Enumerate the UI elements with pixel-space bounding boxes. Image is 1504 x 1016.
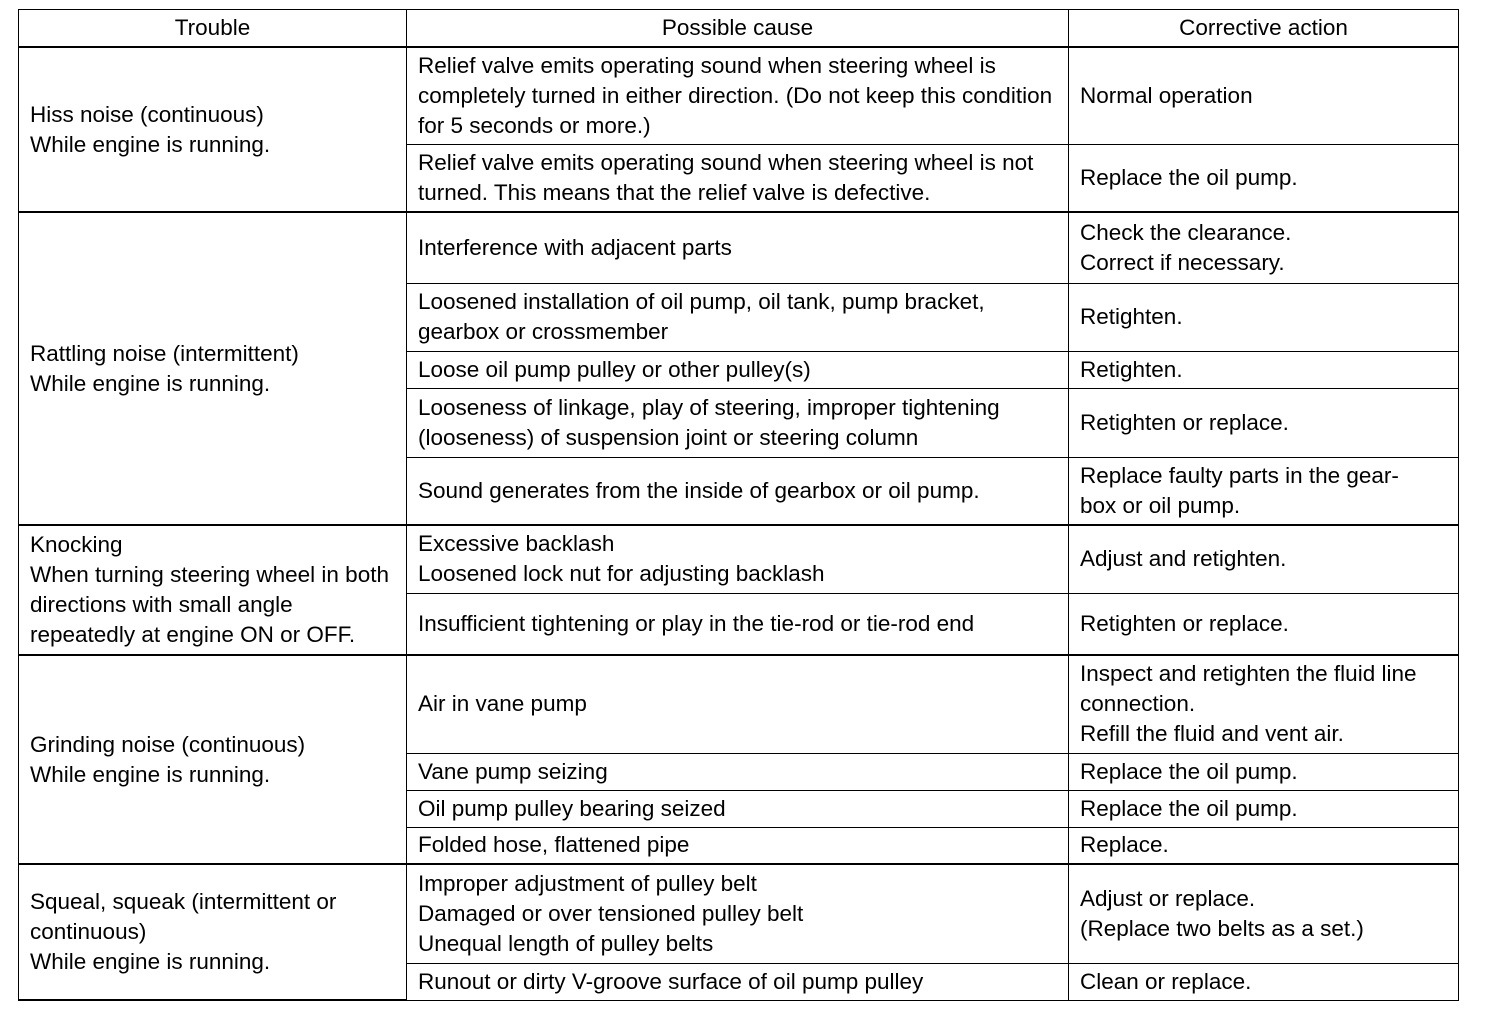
table-row (19, 47, 1459, 144)
cause-cell: Sound generates from the inside of gearbox or oil pump. (407, 457, 1069, 525)
cause-cell: Loosened installation of oil pump, oil tank, pump bracket, gearbox or crossmember (407, 283, 1069, 351)
cause-cell: Runout or dirty V-groove surface of oil pump pulley (407, 963, 1069, 1000)
header-possible-cause: Possible cause (407, 10, 1069, 48)
cause-cell: Improper adjustment of pulley belt Damaged or over tensioned pulley belt Unequal length of pulley belts (407, 864, 1069, 963)
trouble-cell: Knocking When turning steering wheel in both directions with small angle repeatedly at engine ON or OFF. (19, 525, 407, 655)
trouble-cell: Hiss noise (continuous) While engine is running. (19, 47, 407, 212)
table-row (19, 864, 1459, 963)
cause-cell: Looseness of linkage, play of steering, improper tightening (looseness) of suspension joint or steering column (407, 388, 1069, 457)
action-cell: Clean or replace. (1069, 963, 1459, 1000)
action-cell: Inspect and retighten the fluid line connection. Refill the fluid and vent air. (1069, 655, 1459, 753)
action-cell: Adjust and retighten. (1069, 525, 1459, 593)
action-cell: Replace the oil pump. (1069, 790, 1459, 827)
table-row (19, 525, 1459, 593)
cause-cell: Folded hose, flattened pipe (407, 827, 1069, 864)
action-cell: Replace the oil pump. (1069, 753, 1459, 790)
action-cell: Retighten or replace. (1069, 593, 1459, 655)
action-cell: Retighten. (1069, 283, 1459, 351)
cause-cell: Interference with adjacent parts (407, 212, 1069, 283)
trouble-cell: Grinding noise (continuous) While engine is running. (19, 655, 407, 864)
table-body (19, 47, 1459, 1000)
cause-cell: Oil pump pulley bearing seized (407, 790, 1069, 827)
action-cell: Normal operation (1069, 47, 1459, 144)
action-cell: Replace faulty parts in the gear- box or oil pump. (1069, 457, 1459, 525)
cause-cell: Relief valve emits operating sound when steering wheel is completely turned in either direction. (Do not keep this condition for 5 seconds or more.) (407, 47, 1069, 144)
table-row (19, 212, 1459, 283)
header-trouble: Trouble (19, 10, 407, 48)
table-row (19, 655, 1459, 753)
action-cell: Retighten or replace. (1069, 388, 1459, 457)
cause-cell: Insufficient tightening or play in the tie-rod or tie-rod end (407, 593, 1069, 655)
action-cell: Check the clearance. Correct if necessary. (1069, 212, 1459, 283)
cause-cell: Vane pump seizing (407, 753, 1069, 790)
header-row (19, 10, 1459, 48)
action-cell: Replace the oil pump. (1069, 144, 1459, 212)
action-cell: Retighten. (1069, 351, 1459, 388)
cause-cell: Air in vane pump (407, 655, 1069, 753)
trouble-cell: Rattling noise (intermittent) While engine is running. (19, 212, 407, 525)
cause-cell: Relief valve emits operating sound when steering wheel is not turned. This means that the relief valve is defective. (407, 144, 1069, 212)
troubleshooting-table (18, 9, 1459, 1001)
cause-cell: Excessive backlash Loosened lock nut for adjusting backlash (407, 525, 1069, 593)
action-cell: Adjust or replace. (Replace two belts as a set.) (1069, 864, 1459, 963)
action-cell: Replace. (1069, 827, 1459, 864)
cause-cell: Loose oil pump pulley or other pulley(s) (407, 351, 1069, 388)
header-corrective-action: Corrective action (1069, 10, 1459, 48)
trouble-cell: Squeal, squeak (intermittent or continuous) While engine is running. (19, 864, 407, 1000)
